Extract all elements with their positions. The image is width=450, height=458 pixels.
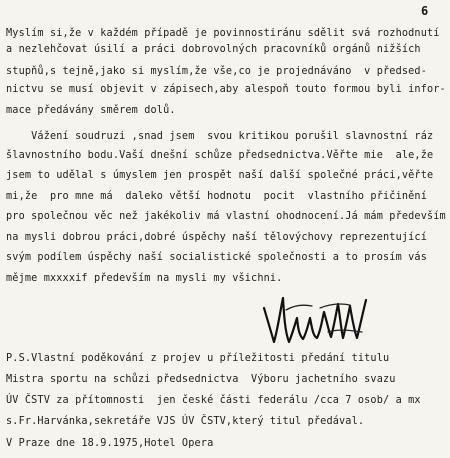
paragraph1-line-3: stupňů,s tejně,jako si myslím,že vše,co je projednáváno v předsed- bbox=[6, 66, 427, 77]
paragraph2-line-3: jsem to udělal s úmyslem jen prospět naší další společné práci,věřte bbox=[6, 170, 434, 181]
paragraph2-line-1: Vážení soudruzi ,snad jsem svou kritikou porušil slavnostní ráz bbox=[6, 131, 434, 142]
page-number: 6 bbox=[421, 4, 429, 18]
paragraph2-line-5: pro společnou věc než jakékoliv má vlastní ohodnocení.Já mám především bbox=[6, 211, 446, 222]
paragraph1-line-1: Myslím si,že v každém případě je povinnostiránu sdělit svá rozhodnutí bbox=[6, 28, 440, 39]
paragraph1-line-5: mace předávány směrem dolů. bbox=[6, 105, 176, 116]
paragraph1-line-2: a nezlehčovat úsilí a práci dobrovolných pracovníků orgánů nižších bbox=[6, 44, 421, 55]
paragraph2-line-7: svým podílem úspěchy naší socialistické společnosti a to prosím vás bbox=[6, 252, 427, 263]
postscript-line-2: Mistra sportu na schůzi předsednictva Výboru jachetního svazu bbox=[6, 374, 396, 385]
postscript-line-1: P.S.Vlastní poděkování z projev u příležitosti předání titulu bbox=[6, 353, 390, 364]
postscript-line-5: V Praze dne 18.9.1975,Hotel Opera bbox=[6, 438, 214, 449]
paragraph2-line-6: na mysli dobrou práci,dobré úspěchy naší tělovýchovy reprezentující bbox=[6, 232, 427, 243]
postscript-line-3: ÚV ČSTV za přítomnosti jen české části federálu /cca 7 osob/ a mx bbox=[6, 395, 421, 406]
paragraph2-line-8: mějme mxxxxif především na mysli my všichni. bbox=[6, 273, 283, 284]
paragraph1-line-4: nictvu se musí objevit v zápisech,aby alespoň touto formou byli infor- bbox=[6, 84, 446, 95]
paragraph2-line-4: mi,že pro mne má daleko větší hodnotu pocit vlastního přičinění bbox=[6, 191, 427, 202]
postscript-line-4: s.Fr.Harvánka,sekretáře VJS ÚV ČSTV,který titul předával. bbox=[6, 416, 365, 427]
paragraph2-line-2: šlavnostního bodu.Vaší dnešní schůze předsednictva.Věřte mie ale,že bbox=[6, 150, 434, 161]
handwritten-signature bbox=[262, 290, 372, 352]
